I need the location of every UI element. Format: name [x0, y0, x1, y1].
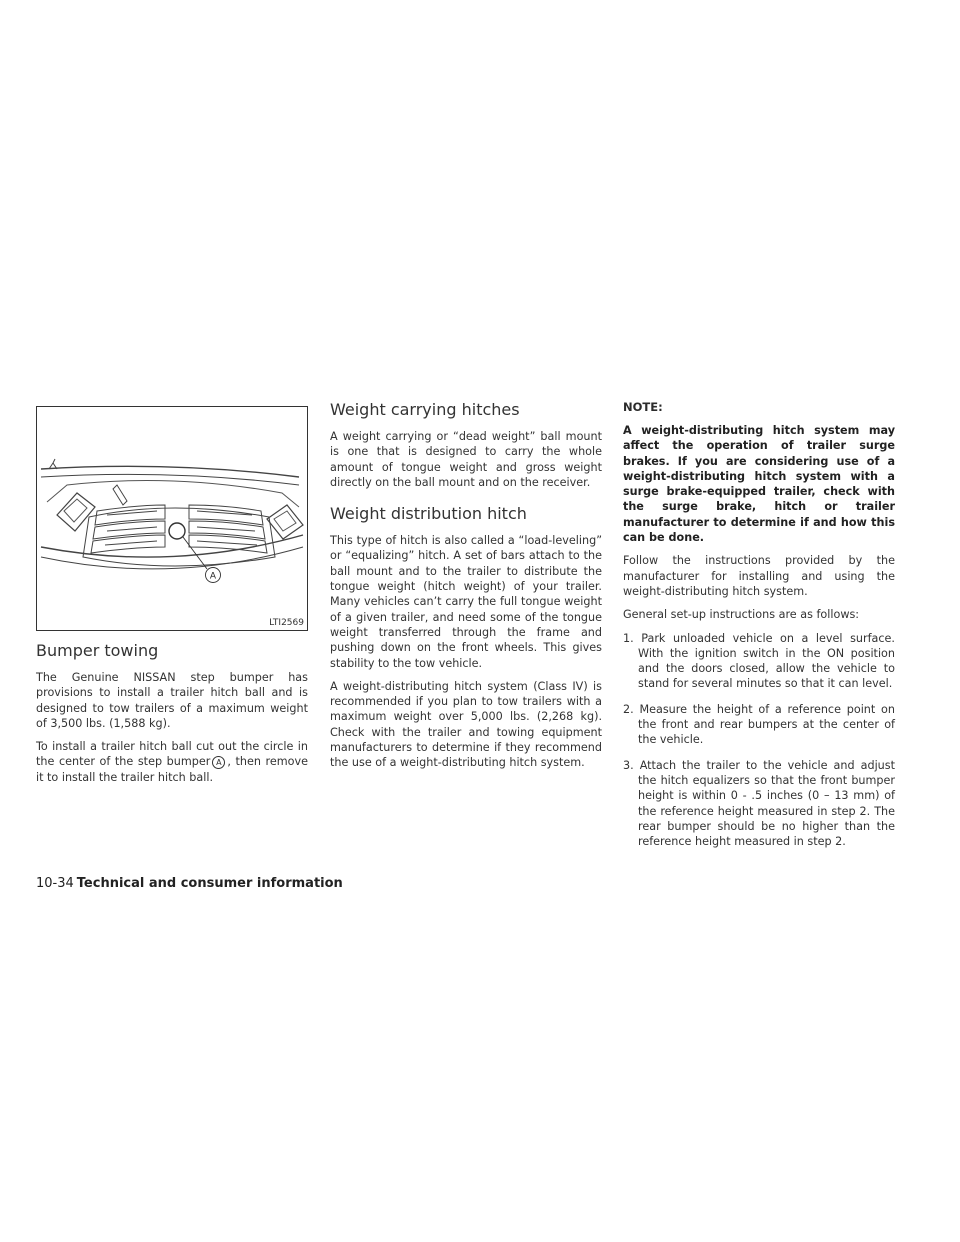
- heading-weight-distribution: Weight distribution hitch: [330, 504, 527, 524]
- bumper-paragraph-2: To install a trailer hitch ball cut out the circle in the center of the step bumper A , then remove it to install the trailer hitch ball.: [36, 740, 308, 784]
- column-right: [623, 400, 895, 859]
- column-middle: [330, 400, 602, 779]
- distribution-paragraph-2: A weight-distributing hitch system (Class IV) is recommended if you plan to tow trailers with a maximum weight over 5,000 lbs. (2,268 kg). Check with the trailer and towing equipment manufacturers to determine if they recommend the use of a weight-distributing hitch system.: [330, 679, 602, 770]
- section-title: Technical and consumer information: [76, 876, 343, 891]
- bumper-paragraph-1: The Genuine NISSAN step bumper has provisions to install a trailer hitch ball and is designed to tow trailers of a maximum weight of 3,500 lbs. (1,588 kg).: [36, 671, 308, 730]
- callout-a-icon: A: [212, 756, 225, 769]
- page-footer: [36, 876, 343, 891]
- setup-step: 3. Attach the trailer to the vehicle and adjust the hitch equalizers so that the front bumper height is within 0 - .5 inches (0 – 13 mm) of the reference height measured in step 2. The rear bumper should be no higher than the reference height measured in step 2.: [623, 758, 895, 849]
- setup-step: 2. Measure the height of a reference point on the front and rear bumpers at the center of the vehicle.: [623, 702, 895, 747]
- heading-bumper-towing: Bumper towing: [36, 641, 159, 660]
- note-title: NOTE:: [623, 400, 663, 414]
- heading-weight-carrying: Weight carrying hitches: [330, 400, 520, 419]
- general-setup: General set-up instructions are as follows:: [623, 608, 860, 622]
- figure-code: LTI2569: [269, 618, 304, 628]
- note-body: A weight-distributing hitch system may affect the operation of trailer surge brakes. If you are considering use of a weight-distributing hitch system with a surge brake-equipped trailer, check with the surge brake, hitch or trailer manufacturer to determine if and how this can be done.: [623, 424, 895, 545]
- carrying-paragraph: A weight carrying or “dead weight” ball mount is one that is designed to carry the whole amount of tongue weight and gross weight directly on the ball mount and on the receiver.: [330, 430, 602, 489]
- setup-steps: [623, 631, 895, 850]
- step-bumper-drawing: [37, 407, 307, 630]
- follow-instructions: Follow the instructions provided by the manufacturer for installing and using the weight-distributing hitch system.: [623, 554, 895, 598]
- distribution-paragraph-1: This type of hitch is also called a “load-leveling” or “equalizing” hitch. A set of bars attach to the ball mount and to the trailer to distribute the tongue weight (hitch weight) of your trailer. Many vehicles can’t carry the full tongue weight of a given trailer, and need some of the tongue weight transferred through the frame and pushing down on the front wheels. This gives stability to the tow vehicle.: [330, 534, 602, 670]
- column-left: [36, 400, 308, 793]
- figure-callout-a: A: [209, 571, 217, 582]
- setup-step: 1. Park unloaded vehicle on a level surface. With the ignition switch in the ON position and the doors closed, allow the vehicle to stand for several minutes so that it can level.: [623, 631, 895, 691]
- bumper-illustration: [36, 406, 308, 631]
- page-number: 10-34: [36, 876, 74, 891]
